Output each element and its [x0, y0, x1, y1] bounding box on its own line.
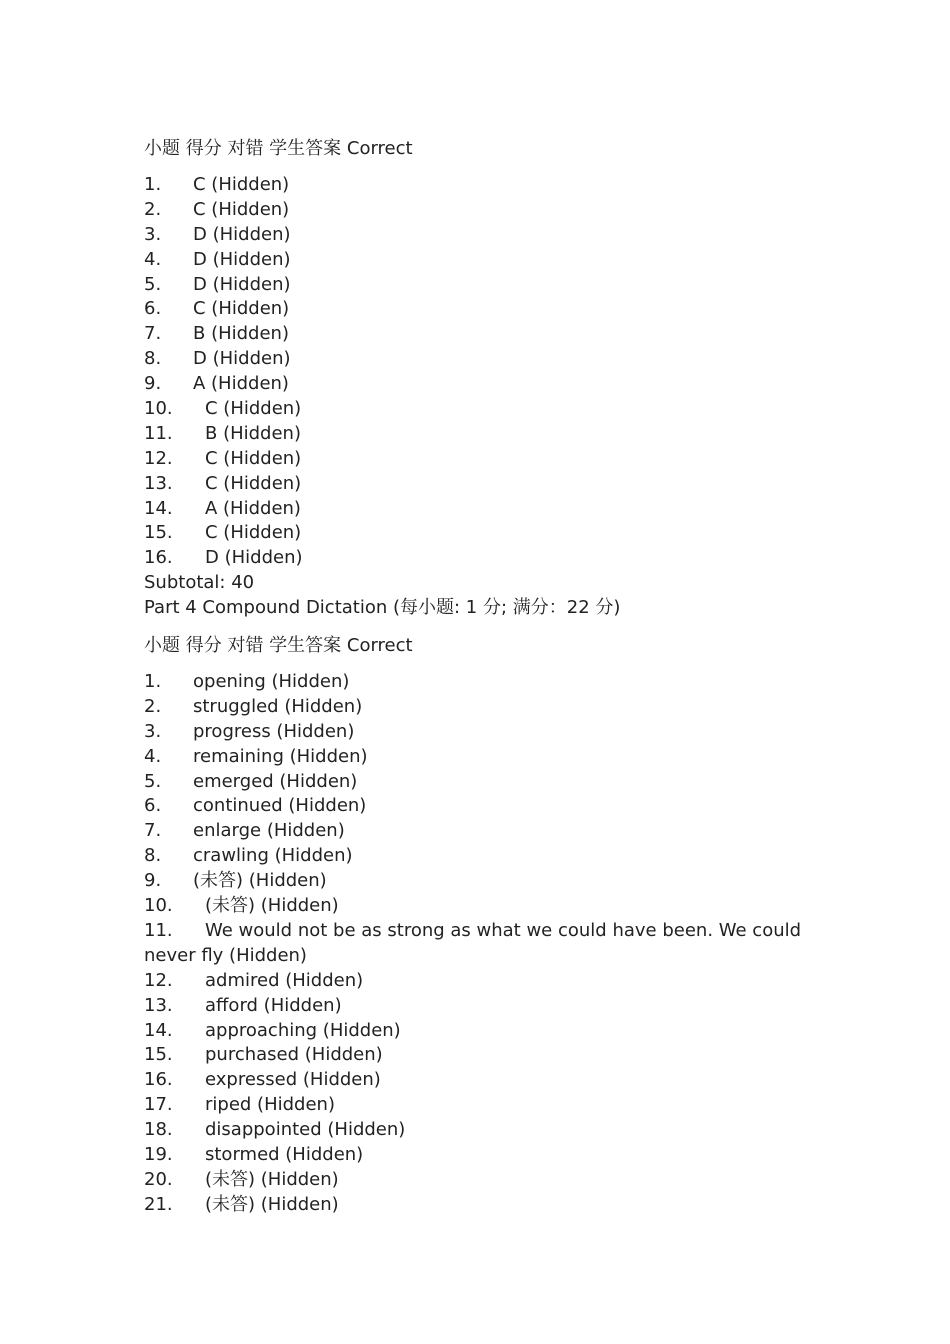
item-number: 10.	[144, 895, 173, 917]
item-number: 21.	[144, 1193, 173, 1215]
item-number: 8.	[144, 348, 162, 370]
item-answer: expressed (Hidden)	[205, 1069, 381, 1091]
item-number: 12.	[144, 447, 173, 469]
item-number: 15.	[144, 522, 173, 544]
item-answer: C (Hidden)	[193, 298, 290, 320]
item-answer: opening (Hidden)	[193, 671, 350, 693]
item-answer: (未答) (Hidden)	[205, 895, 339, 917]
document-page	[144, 137, 824, 1218]
item-answer: C (Hidden)	[193, 198, 290, 220]
item-number: 2.	[144, 198, 162, 220]
list-item	[144, 1068, 824, 1093]
list-item	[144, 521, 824, 546]
item-answer: stormed (Hidden)	[205, 1143, 364, 1165]
item-number: 1.	[144, 174, 162, 195]
list-item	[144, 1168, 824, 1193]
item-answer: afford (Hidden)	[205, 994, 342, 1016]
list-item	[144, 1118, 824, 1143]
item-number: 15.	[144, 1044, 173, 1066]
item-answer: (未答) (Hidden)	[205, 1168, 339, 1190]
item-answer: riped (Hidden)	[205, 1094, 335, 1116]
item-answer: D (Hidden)	[205, 547, 303, 569]
item-answer: (未答) (Hidden)	[205, 1193, 339, 1215]
item-answer: (未答) (Hidden)	[193, 870, 327, 892]
item-answer: struggled (Hidden)	[193, 695, 363, 717]
item-number: 11.	[144, 422, 173, 444]
list-item	[144, 497, 824, 522]
list-item	[144, 322, 824, 347]
item-number: 17.	[144, 1094, 173, 1116]
list-item	[144, 670, 824, 695]
item-answer: C (Hidden)	[205, 447, 302, 469]
item-number: 20.	[144, 1168, 173, 1190]
item-answer: D (Hidden)	[193, 223, 291, 245]
item-number: 6.	[144, 795, 162, 817]
item-number: 5.	[144, 273, 162, 295]
item-number: 16.	[144, 1069, 173, 1091]
item-answer: crawling (Hidden)	[193, 845, 353, 867]
table-header: 小题 得分 对错 学生答案 Correct	[144, 635, 413, 657]
item-answer: C (Hidden)	[205, 472, 302, 494]
list-item	[144, 397, 824, 422]
item-answer: admired (Hidden)	[205, 969, 364, 991]
item-answer: approaching (Hidden)	[205, 1019, 401, 1041]
list-item	[144, 1143, 824, 1168]
item-number: 3.	[144, 720, 162, 742]
item-answer: emerged (Hidden)	[193, 770, 358, 792]
item-number: 4.	[144, 248, 162, 270]
list-item	[144, 844, 824, 869]
list-item	[144, 422, 824, 447]
list-item	[144, 695, 824, 720]
list-item	[144, 745, 824, 770]
table-header: 小题 得分 对错 学生答案 Correct	[144, 138, 413, 159]
item-number: 16.	[144, 547, 173, 569]
item-number: 7.	[144, 323, 162, 345]
list-item	[144, 1043, 824, 1068]
item-number: 9.	[144, 870, 162, 892]
list-item	[144, 173, 824, 198]
list-item	[144, 198, 824, 223]
item-number: 8.	[144, 845, 162, 867]
list-item	[144, 794, 824, 819]
item-number: 5.	[144, 770, 162, 792]
item-number: 12.	[144, 969, 173, 991]
list-item	[144, 1193, 824, 1218]
item-answer: A (Hidden)	[193, 373, 289, 395]
list-item	[144, 297, 824, 322]
item-number: 19.	[144, 1143, 173, 1165]
list-item	[144, 969, 824, 994]
answer-list-part3	[144, 173, 824, 571]
list-item	[144, 472, 824, 497]
item-answer: B (Hidden)	[205, 422, 301, 444]
item-answer: disappointed (Hidden)	[205, 1119, 406, 1141]
item-number: 10.	[144, 398, 173, 420]
item-answer: enlarge (Hidden)	[193, 820, 345, 842]
list-item	[144, 869, 824, 894]
list-item	[144, 1093, 824, 1118]
list-item	[144, 770, 824, 795]
list-item	[144, 248, 824, 273]
item-number: 13.	[144, 994, 173, 1016]
item-number: 14.	[144, 1019, 173, 1041]
list-item	[144, 347, 824, 372]
item-number: 9.	[144, 373, 162, 395]
item-number: 14.	[144, 497, 173, 519]
subtotal: Subtotal: 40	[144, 572, 255, 594]
item-number: 13.	[144, 472, 173, 494]
item-answer: C (Hidden)	[193, 174, 290, 195]
item-number: 6.	[144, 298, 162, 320]
item-answer: purchased (Hidden)	[205, 1044, 383, 1066]
item-answer: remaining (Hidden)	[193, 745, 368, 767]
list-item	[144, 894, 824, 919]
item-number: 1.	[144, 671, 162, 693]
item-answer: C (Hidden)	[205, 398, 302, 420]
item-number: 7.	[144, 820, 162, 842]
section-title: Part 4 Compound Dictation (每小题: 1 分; 满分：22 分)	[144, 597, 621, 619]
item-number: 18.	[144, 1119, 173, 1141]
item-number: 11.	[144, 919, 173, 941]
item-answer: D (Hidden)	[193, 248, 291, 270]
item-answer: B (Hidden)	[193, 323, 289, 345]
item-answer: D (Hidden)	[193, 348, 291, 370]
item-answer: D (Hidden)	[193, 273, 291, 295]
list-item	[144, 223, 824, 248]
list-item	[144, 919, 804, 969]
list-item	[144, 1019, 824, 1044]
item-answer: We would not be as strong as what we could have been. We could never fly (Hidden)	[144, 919, 802, 966]
list-item	[144, 372, 824, 397]
item-number: 3.	[144, 223, 162, 245]
answer-list-part4	[144, 670, 824, 1218]
list-item	[144, 447, 824, 472]
list-item	[144, 273, 824, 298]
item-answer: progress (Hidden)	[193, 720, 355, 742]
item-number: 4.	[144, 745, 162, 767]
item-answer: A (Hidden)	[205, 497, 301, 519]
item-answer: C (Hidden)	[205, 522, 302, 544]
list-item	[144, 819, 824, 844]
item-answer: continued (Hidden)	[193, 795, 367, 817]
list-item	[144, 720, 824, 745]
list-item	[144, 546, 824, 571]
list-item	[144, 994, 824, 1019]
item-number: 2.	[144, 695, 162, 717]
